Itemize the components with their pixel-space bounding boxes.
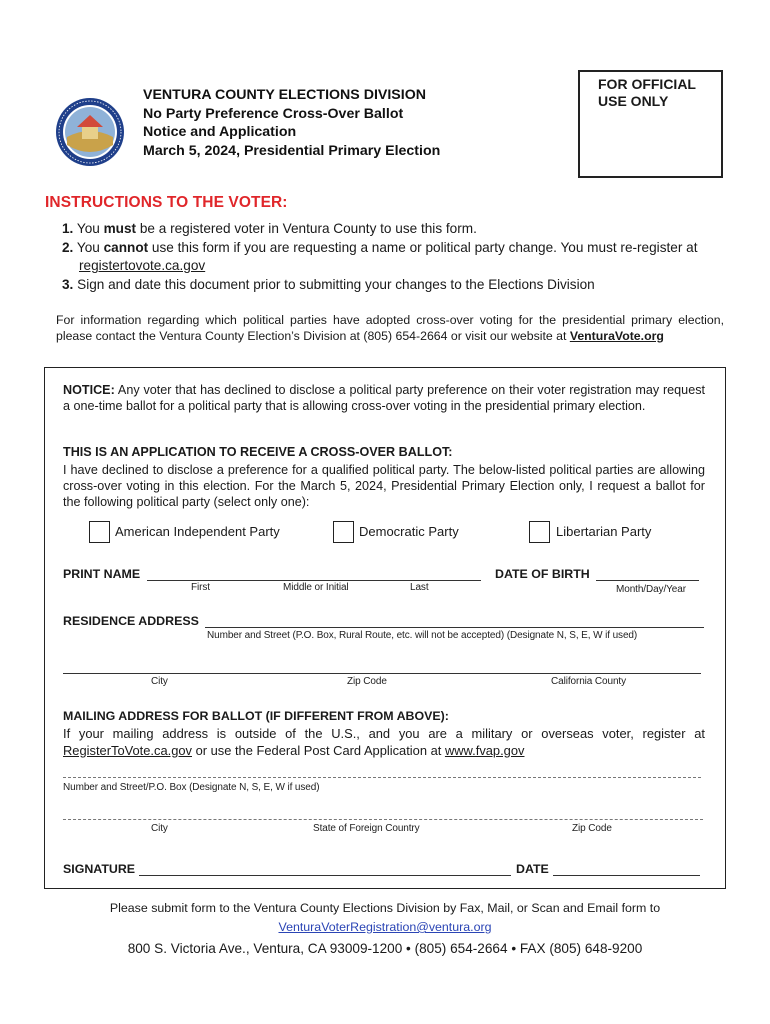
residence-city-zip-county-field[interactable] — [63, 673, 701, 674]
official-use-label: FOR OFFICIAL — [598, 76, 696, 92]
signature-label: SIGNATURE — [63, 862, 136, 876]
mailing-state-caption: State of Foreign Country — [313, 823, 420, 834]
official-use-box — [578, 70, 723, 178]
header-title: VENTURA COUNTY ELECTIONS DIVISION — [143, 87, 426, 103]
mailing-zip-caption: Zip Code — [572, 823, 612, 834]
header-subtitle: No Party Preference Cross-Over Ballot — [143, 105, 404, 122]
mailing-label: MAILING ADDRESS FOR BALLOT (IF DIFFERENT FROM ABOVE): — [63, 709, 449, 723]
residence-city-caption: City — [151, 676, 168, 687]
residence-label: RESIDENCE ADDRESS — [63, 614, 199, 628]
mailing-street-field[interactable] — [63, 777, 701, 778]
dob-field[interactable] — [596, 580, 699, 581]
venturavote-link[interactable]: VenturaVote.org — [569, 329, 664, 343]
residence-zip-caption: Zip Code — [347, 676, 387, 687]
application-paragraph: I have declined to disclose a preference for a qualified political party. The below-listed political parties are allowing cross-over voting in this election. For the March 5, 2024, Presidential Primary Election only, I request a ballot for the following political party (select only one): — [63, 463, 705, 509]
application-title: THIS IS AN APPLICATION TO RECEIVE A CROSS-OVER BALLOT: — [63, 445, 453, 459]
residence-county-caption: California County — [551, 676, 627, 687]
print-name-field[interactable] — [147, 580, 481, 581]
official-use-label-2: USE ONLY — [598, 93, 669, 109]
form-header — [143, 86, 440, 160]
checkbox-libertarian[interactable] — [529, 521, 550, 543]
dob-caption: Month/Day/Year — [616, 584, 686, 595]
registertovote-ca-link[interactable]: RegisterToVote.ca.gov — [63, 742, 192, 758]
dob-label: DATE OF BIRTH — [495, 567, 590, 581]
instruction-2: 2. You cannot use this form if you are requesting a name or political party change. You must re-register at — [62, 240, 698, 255]
party-label-democratic: Democratic Party — [359, 524, 459, 539]
footer-address: 800 S. Victoria Ave., Ventura, CA 93009-1200 • (805) 654-2664 • FAX (805) 648-9200 — [127, 941, 643, 956]
instruction-3: 3. Sign and date this document prior to submitting your changes to the Elections Division — [62, 277, 595, 292]
party-label-american-independent: American Independent Party — [115, 524, 280, 539]
header-election-date: March 5, 2024, Presidential Primary Election — [143, 142, 441, 159]
signature-field[interactable] — [139, 875, 511, 876]
checkbox-democratic[interactable] — [333, 521, 354, 543]
residence-street-field[interactable] — [205, 627, 704, 628]
first-name-caption: First — [191, 582, 210, 593]
mailing-paragraph: If your mailing address is outside of the U.S., and you are a military or overseas voter, register at RegisterToVote.ca.gov or use the Federal Post Card Application at www.fvap.gov — [63, 726, 705, 758]
checkbox-american-independent[interactable] — [89, 521, 110, 543]
signature-date-label: DATE — [516, 862, 549, 876]
registertovote-link[interactable]: registertovote.ca.gov — [79, 258, 206, 273]
mailing-street-caption: Number and Street/P.O. Box (Designate N, S, E, W if used) — [63, 782, 320, 793]
print-name-label: PRINT NAME — [63, 567, 141, 581]
middle-name-caption: Middle or Initial — [283, 582, 349, 593]
mailing-city-state-zip-field[interactable] — [63, 819, 703, 820]
instructions-title: INSTRUCTIONS TO THE VOTER: — [45, 194, 288, 211]
instruction-1: 1. You must be a registered voter in Ventura County to use this form. — [62, 221, 477, 236]
county-seal-logo — [55, 97, 125, 167]
last-name-caption: Last — [410, 582, 429, 593]
footer-instructions: Please submit form to the Ventura County Elections Division by Fax, Mail, or Scan and Email form to — [109, 901, 661, 915]
info-paragraph: For information regarding which political parties have adopted cross-over voting for the presidential primary election, please contact the Ventura County Election’s Division at (805) 654-2664 or visit our website at VenturaVote.org — [56, 313, 724, 343]
mailing-city-caption: City — [151, 823, 168, 834]
elections-email-link[interactable]: VenturaVoterRegistration@ventura.org — [278, 920, 492, 934]
fvap-link[interactable]: www.fvap.gov — [444, 742, 525, 758]
header-subtitle-2: Notice and Application — [143, 124, 297, 141]
residence-street-caption: Number and Street (P.O. Box, Rural Route, etc. will not be accepted) (Designate N, S, E, W if used) — [207, 630, 638, 641]
party-label-libertarian: Libertarian Party — [556, 524, 652, 539]
signature-date-field[interactable] — [553, 875, 700, 876]
notice-paragraph: NOTICE: Any voter that has declined to disclose a political party preference on their voter registration may request a one-time ballot for a political party that is allowing cross-over voting in the presidential primary election. — [63, 383, 705, 413]
